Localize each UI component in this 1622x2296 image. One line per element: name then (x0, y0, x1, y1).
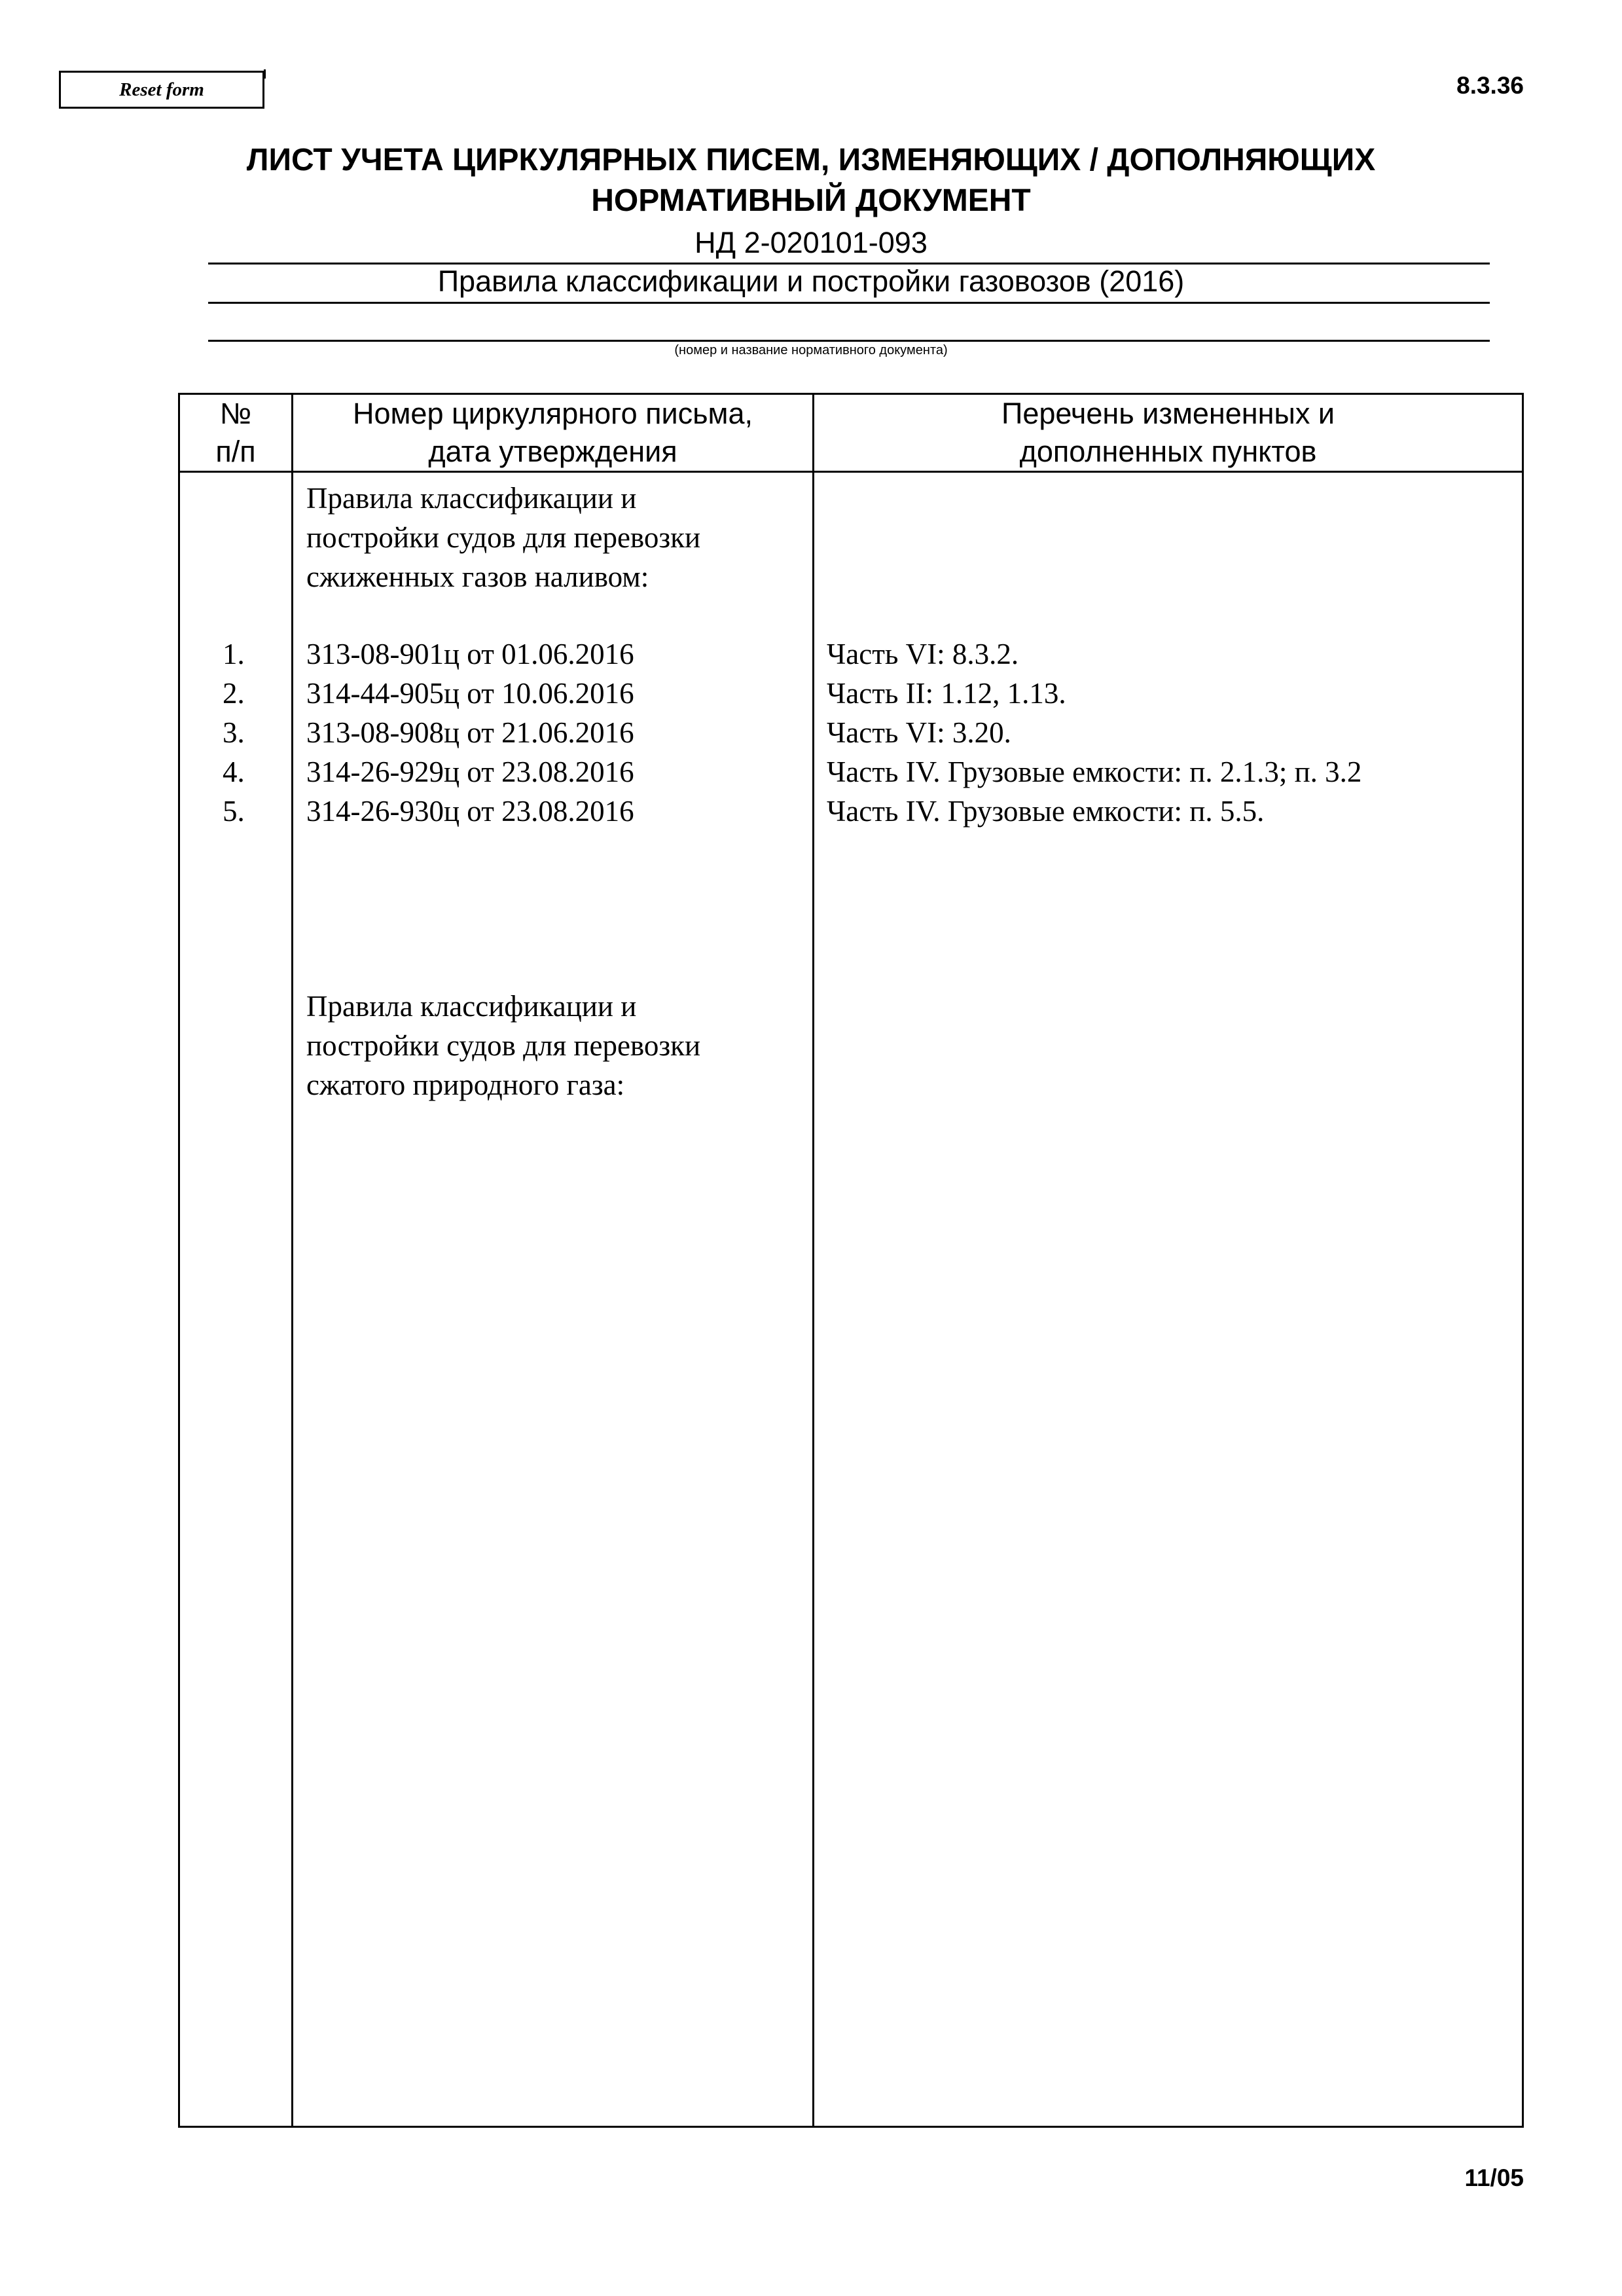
section-heading-liquefied (306, 479, 700, 596)
row-items: Часть VI: 3.20. (827, 716, 1011, 749)
reset-form-button[interactable]: Reset form (59, 71, 264, 109)
row-number: 3. (223, 716, 245, 749)
reset-button-mark (264, 69, 266, 79)
section1-line2: постройки судов для перевозки (306, 521, 701, 554)
page-footer-code: 11/05 (1464, 2164, 1524, 2191)
header-items (814, 395, 1522, 471)
row-letter: 313-08-901ц от 01.06.2016 (306, 638, 634, 670)
section1-line1: Правила классификации и (306, 482, 637, 515)
document-caption: (номер и название нормативного документа) (674, 343, 948, 357)
divider-2 (208, 302, 1490, 304)
page-title (0, 140, 1622, 221)
nd-name: Правила классификации и постройки газовозов (2016) (437, 264, 1185, 298)
column-divider-1 (291, 395, 293, 2126)
title-line-2: НОРМАТИВНЫЙ ДОКУМЕНТ (591, 183, 1031, 218)
row-items: Часть IV. Грузовые емкости: п. 5.5. (827, 795, 1265, 828)
section1-line3: сжиженных газов наливом: (306, 560, 649, 593)
section2-line3: сжатого природного газа: (306, 1068, 625, 1101)
section2-line2: постройки судов для перевозки (306, 1029, 701, 1062)
row-number: 1. (223, 638, 245, 670)
row-number: 2. (223, 677, 245, 710)
row-number: 4. (223, 756, 245, 788)
header-items-line1: Перечень измененных и (1001, 397, 1335, 430)
header-number-line1: № (219, 397, 252, 430)
circular-letters-table (178, 393, 1524, 2128)
column-divider-2 (812, 395, 814, 2126)
title-line-1: ЛИСТ УЧЕТА ЦИРКУЛЯРНЫХ ПИСЕМ, ИЗМЕНЯЮЩИХ / ДОПОЛНЯЮЩИХ (246, 143, 1376, 177)
row-letter: 314-26-929ц от 23.08.2016 (306, 756, 634, 788)
divider-3 (208, 340, 1490, 342)
nd-number: НД 2-020101-093 (694, 226, 928, 259)
row-items: Часть VI: 8.3.2. (827, 638, 1019, 670)
header-divider (180, 471, 1522, 473)
row-items: Часть IV. Грузовые емкости: п. 2.1.3; п. 3.2 (827, 756, 1362, 788)
row-number: 5. (223, 795, 245, 828)
header-number-line2: п/п (215, 435, 256, 468)
header-letter-line1: Номер циркулярного письма, (352, 397, 753, 430)
row-items: Часть II: 1.12, 1.13. (827, 677, 1066, 710)
section-heading-compressed (306, 987, 700, 1104)
section2-line1: Правила классификации и (306, 990, 637, 1023)
document-code: 8.3.36 (1456, 72, 1524, 99)
row-letter: 314-44-905ц от 10.06.2016 (306, 677, 634, 710)
header-items-line2: дополненных пунктов (1019, 435, 1317, 468)
header-number (180, 395, 291, 471)
row-letter: 314-26-930ц от 23.08.2016 (306, 795, 634, 828)
row-letter: 313-08-908ц от 21.06.2016 (306, 716, 634, 749)
header-letter (293, 395, 812, 471)
header-letter-line2: дата утверждения (428, 435, 677, 468)
